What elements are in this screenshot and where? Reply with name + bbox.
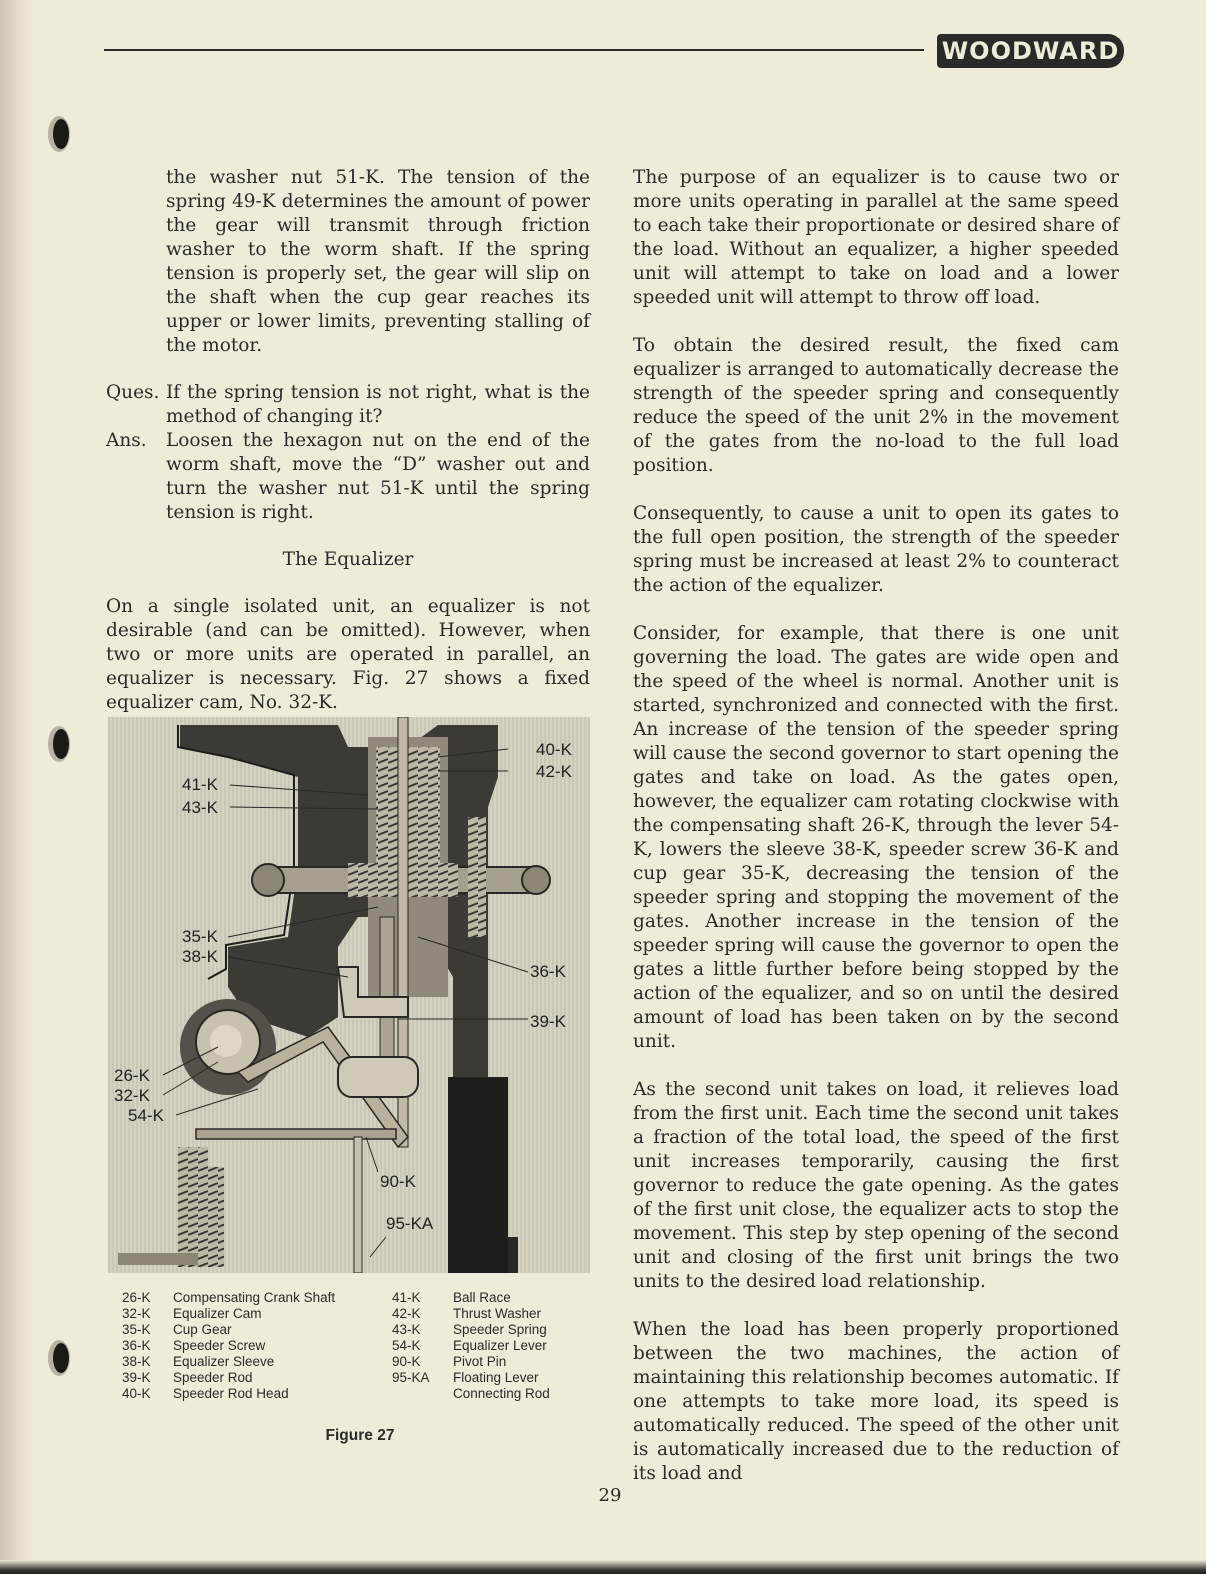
legend-code: 90-K [392,1354,421,1369]
callout-42-k: 42-K [536,762,572,781]
legend-code: 43-K [392,1322,421,1337]
legend-row [122,1386,592,1402]
answer-block [106,429,590,525]
callout-41-k: 41-K [182,775,218,794]
callout-36-k: 36-K [530,962,566,981]
callout-35-k: 35-K [182,927,218,946]
header-rule [104,49,924,51]
callout-40-k: 40-K [536,740,572,759]
binder-hole-bottom [42,1336,72,1380]
legend-code: 41-K [392,1290,421,1305]
legend-code: 54-K [392,1338,421,1353]
legend-name: Equalizer Sleeve [173,1354,275,1369]
legend-code: 95-KA [392,1370,430,1385]
figure-legend [122,1290,592,1402]
legend-name: Ball Race [453,1290,511,1305]
callout-26-k: 26-K [114,1066,150,1085]
legend-code: 39-K [122,1370,151,1385]
legend-name: Speeder Screw [173,1338,266,1353]
equalizer-intro-paragraph: On a single isolated unit, an equalizer is not desirable (and can be omitted). However, when two or more units are operated in parallel, an equalizer is necessary. Fig. 27 shows a fixed equalizer cam, No. 32-K. [106,596,590,713]
page-number: 29 [598,1485,622,1506]
legend-row [122,1322,592,1338]
legend-name: Speeder Rod Head [173,1386,289,1401]
callout-38-k: 38-K [182,947,218,966]
section-heading: The Equalizer [282,549,414,570]
paragraph: As the second unit takes on load, it relieves load from the first unit. Each time the second unit takes a fraction of the total load, the speed of the first unit increases temporarily, causing the first governor to reduce the gate opening. As the gates of the first unit close, the equalizer acts to stop the movement. This step by step opening of the second unit and closing of the first unit brings the two units to the desired load relationship. [633,1079,1119,1292]
legend-row [122,1370,592,1386]
callout-90-k: 90-K [380,1172,416,1191]
legend-row [122,1338,592,1354]
binder-hole-top [42,112,72,156]
question-block [106,381,590,429]
legend-code: 26-K [122,1290,151,1305]
figure-caption: Figure 27 [325,1427,395,1444]
question-text: If the spring tension is not right, what is the method of changing it? [166,382,590,427]
left-column [106,166,590,715]
answer-text: Loosen the hexagon nut on the end of the worm shaft, move the “D” washer out and turn the washer nut 51-K until the spring tension is right. [166,430,590,523]
right-column [633,166,1119,1486]
paragraph: The purpose of an equalizer is to cause two or more units operating in parallel at the same speed to each take their proportionate or desired share of the load. Without an equalizer, a higher speeded unit will attempt to take on load and a lower speeded unit will attempt to throw off load. [633,167,1119,308]
legend-name: Connecting Rod [453,1386,550,1401]
legend-name: Cup Gear [173,1322,232,1337]
legend-name: Thrust Washer [453,1306,542,1321]
legend-name: Floating Lever [453,1370,539,1385]
legend-code: 32-K [122,1306,151,1321]
legend-name: Speeder Rod [173,1370,253,1385]
callout-54-k: 54-K [128,1106,164,1125]
figure-27-photo [108,717,590,1273]
paragraph: Consider, for example, that there is one unit governing the load. The gates are wide open and the speed of the wheel is normal. Another unit is started, synchronized and connected with the first. An increase of the tension of the speeder spring will cause the second governor to start opening the gates and take on load. As the gates open, however, the equalizer cam rotating clockwise with the compensating shaft 26-K, through the lever 54-K, lowers the sleeve 38-K, speeder screw 36-K and cup gear 35-K, decreasing the tension of the speeder spring and stopping the movement of the gates. Another increase in the tension of the speeder spring will cause the governor to open the gates a little further before being stopped by the action of the equalizer, and so on until the desired amount of load has been taken on by the second unit. [633,623,1119,1052]
callout-43-k: 43-K [182,798,218,817]
callout-39-k: 39-K [530,1012,566,1031]
page-bottom-edge [0,1560,1206,1574]
legend-name: Equalizer Cam [173,1306,262,1321]
legend-code: 40-K [122,1386,151,1401]
legend-code: 35-K [122,1322,151,1337]
legend-name: Compensating Crank Shaft [173,1290,336,1305]
page-binding-shadow [0,0,34,1574]
legend-code: 36-K [122,1338,151,1353]
callout-95-ka: 95-KA [386,1214,434,1233]
woodward-logo: WOODWARD [937,34,1124,68]
legend-row [122,1290,592,1306]
governor-cutaway-illustration [108,717,590,1273]
continuation-paragraph: the washer nut 51-K. The tension of the spring 49-K determines the amount of power the gear will transmit through friction washer to the worm shaft. If the spring tension is properly set, the gear will slip on the shaft when the cup gear reaches its upper or lower limits, preventing stalling of the motor. [166,167,590,356]
answer-label: Ans. [106,430,147,451]
paragraph: Consequently, to cause a unit to open its gates to the full open position, the strength of the speeder spring must be increased at least 2% to counteract the action of the equalizer. [633,503,1119,596]
legend-code: 42-K [392,1306,421,1321]
binder-hole-middle [42,722,72,766]
paragraph: To obtain the desired result, the fixed cam equalizer is arranged to automatically decrease the strength of the speeder spring and consequently reduce the speed of the unit 2% in the movement of the gates from the no-load to the full load position. [633,335,1119,476]
callout-32-k: 32-K [114,1086,150,1105]
legend-row [122,1306,592,1322]
legend-code: 38-K [122,1354,151,1369]
legend-row [122,1354,592,1370]
legend-name: Equalizer Lever [453,1338,547,1353]
legend-name: Pivot Pin [453,1354,507,1369]
paragraph: When the load has been properly proportioned between the two machines, the action of maintaining this relationship becomes automatic. If one attempts to take more load, its speed is automatically reduced. The speed of the other unit is automatically increased due to the reduction of its load and [633,1319,1119,1484]
legend-name: Speeder Spring [453,1322,547,1337]
question-label: Ques. [106,382,160,403]
